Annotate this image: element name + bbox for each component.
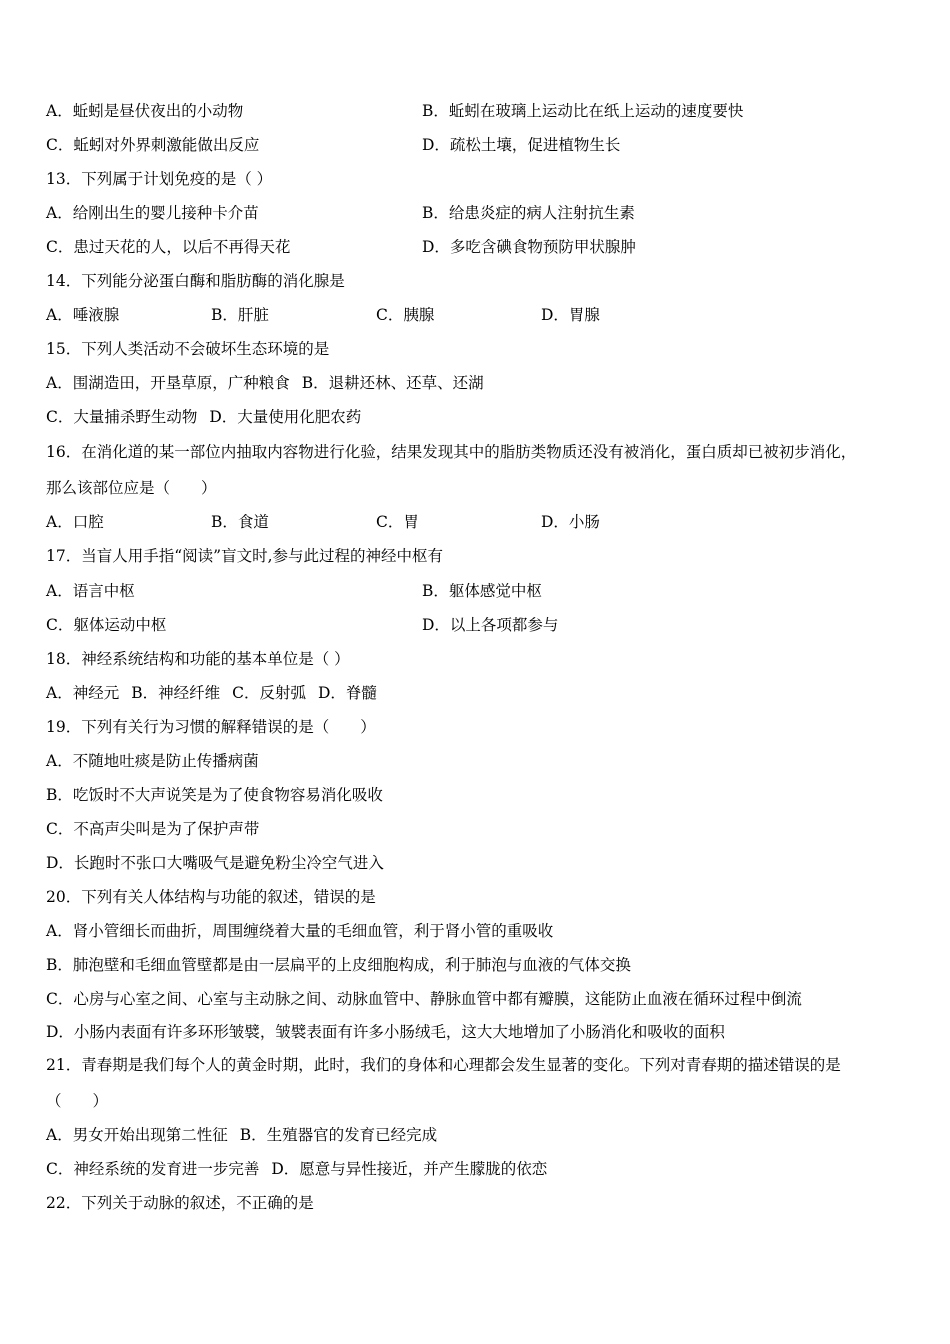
q16-options [46,512,600,532]
q19-option-a: A．不随地吐痰是防止传播病菌 [46,752,259,770]
q13-option-b: B．给患炎症的病人注射抗生素 [422,204,635,222]
q17-option-b: B．躯体感觉中枢 [422,582,542,600]
q18-option-d: D．脊髓 [317,684,377,702]
q17-stem: 17．当盲人用手指“阅读”盲文时,参与此过程的神经中枢有 [46,547,444,565]
q21-stem-line-1: 21．青春期是我们每个人的黄金时期，此时，我们的身体和心理都会发生显著的变化。下列对青春期的描述错误的是 [46,1056,841,1074]
q17-option-c: C．躯体运动中枢 [46,616,167,634]
q18-options [46,683,377,703]
q15-row-1 [46,373,484,393]
q12-option-a: A．蚯蚓是昼伏夜出的小动物 [46,102,244,120]
q12-row-2 [46,135,621,155]
q19-stem: 19．下列有关行为习惯的解释错误的是（ ） [46,718,376,736]
q18-option-a: A．神经元 [46,684,120,702]
q19-option-d: D．长跑时不张口大嘴吸气是避免粉尘冷空气进入 [46,854,384,872]
q14-options [46,305,600,325]
q16-option-d: D．小肠 [541,513,600,531]
q13-option-a: A．给刚出生的婴儿接种卡介苗 [46,204,259,222]
q16-option-a: A．口腔 [46,513,104,531]
q17-row-1 [46,581,542,601]
q18-option-b: B．神经纤维 [131,684,221,702]
q21-row-2 [46,1159,547,1179]
q21-option-a: A．男女开始出现第二性征 [46,1126,228,1144]
q21-row-1 [46,1125,437,1145]
q12-option-d: D．疏松土壤，促进植物生长 [422,136,621,154]
q19-option-b: B．吃饭时不大声说笑是为了使食物容易消化吸收 [46,786,383,804]
q21-option-d: D．愿意与异性接近，并产生朦胧的依恋 [271,1160,548,1178]
q21-option-b: B．生殖器官的发育已经完成 [239,1126,438,1144]
q14-option-b: B．肝脏 [211,306,269,324]
q20-stem: 20．下列有关人体结构与功能的叙述，错误的是 [46,888,376,906]
q14-option-d: D．胃腺 [541,306,600,324]
q15-option-b: B．退耕还林、还草、还湖 [301,374,484,392]
q12-row-1 [46,101,744,121]
q17-option-a: A．语言中枢 [46,582,135,600]
q18-option-c: C．反射弧 [232,684,306,702]
q15-stem: 15．下列人类活动不会破坏生态环境的是 [46,340,330,358]
q16-option-c: C．胃 [376,513,419,531]
q12-option-b: B．蚯蚓在玻璃上运动比在纸上运动的速度要快 [422,102,744,120]
q20-option-a: A．肾小管细长而曲折，周围缠绕着大量的毛细血管，利于肾小管的重吸收 [46,922,554,940]
q16-stem-line-2: 那么该部位应是（ ） [46,479,217,497]
q17-row-2 [46,615,559,635]
q20-option-d: D．小肠内表面有许多环形皱襞，皱襞表面有许多小肠绒毛，这大大地增加了小肠消化和吸收的面积 [46,1023,725,1041]
q14-option-c: C．胰腺 [376,306,435,324]
q13-option-c: C．患过天花的人，以后不再得天花 [46,238,291,256]
q14-stem: 14．下列能分泌蛋白酶和脂肪酶的消化腺是 [46,272,345,290]
q21-option-c: C．神经系统的发育进一步完善 [46,1160,260,1178]
q15-option-c: C．大量捕杀野生动物 [46,408,198,426]
q15-option-a: A．围湖造田，开垦草原，广种粮食 [46,374,290,392]
q22-stem: 22．下列关于动脉的叙述，不正确的是 [46,1194,314,1212]
q15-row-2 [46,407,361,427]
q17-option-d: D．以上各项都参与 [422,616,559,634]
q13-option-d: D．多吃含碘食物预防甲状腺肿 [422,238,636,256]
q19-option-c: C．不高声尖叫是为了保护声带 [46,820,260,838]
q13-stem: 13．下列属于计划免疫的是（ ） [46,170,273,188]
q20-option-b: B．肺泡壁和毛细血管壁都是由一层扁平的上皮细胞构成，利于肺泡与血液的气体交换 [46,956,631,974]
q18-stem: 18．神经系统结构和功能的基本单位是（ ） [46,650,350,668]
q16-option-b: B．食道 [211,513,269,531]
q15-option-d: D．大量使用化肥农药 [209,408,362,426]
q14-option-a: A．唾液腺 [46,306,120,324]
q13-row-2 [46,237,636,257]
q12-option-c: C．蚯蚓对外界刺激能做出反应 [46,136,260,154]
q13-row-1 [46,203,635,223]
q20-option-c: C．心房与心室之间、心室与主动脉之间、动脉血管中、静脉血管中都有瓣膜，这能防止血液在循环过程中倒流 [46,990,802,1008]
q21-stem-line-2: （ ） [46,1092,109,1110]
q16-stem-line-1: 16．在消化道的某一部位内抽取内容物进行化验，结果发现其中的脂肪类物质还没有被消化，蛋白质却已被初步消化， [46,443,857,461]
